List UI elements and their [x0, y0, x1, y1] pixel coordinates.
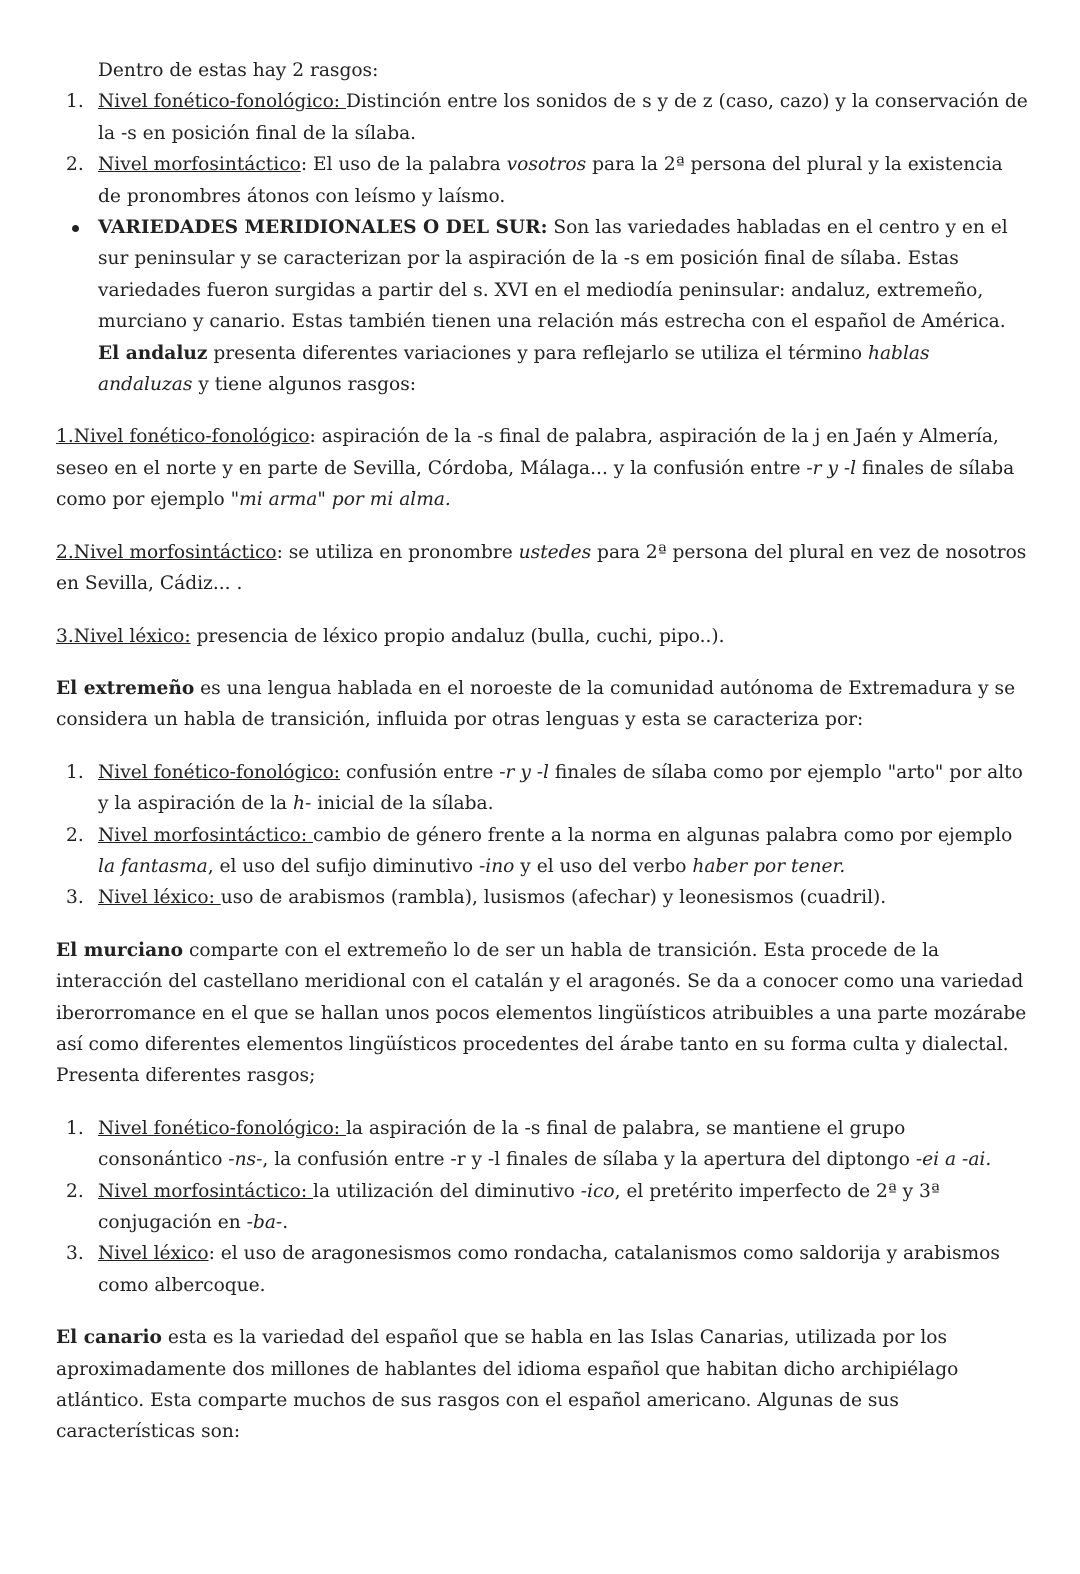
text-run: la aspiración de la -s final de palabra, se mantiene el grupo consonántico	[98, 1117, 906, 1171]
list-item	[56, 86, 1028, 149]
section-heading: Nivel morfosintáctico	[98, 154, 301, 176]
italic-term: -ico	[580, 1180, 615, 1202]
document-page	[56, 55, 1028, 1469]
text-run: confusión entre	[340, 761, 500, 783]
section-heading: Nivel morfosintáctico:	[98, 1180, 314, 1202]
text-run: finales de sílaba como por ejemplo "arto" por alto y la aspiración de la	[98, 761, 1023, 815]
paragraph	[56, 673, 1028, 736]
italic-term: haber por tener.	[692, 855, 846, 877]
paragraph	[56, 935, 1028, 1092]
bold-term: El canario	[56, 1327, 162, 1349]
list-marker: 1.	[66, 1117, 84, 1139]
list-item	[56, 820, 1028, 883]
italic-term: vosotros	[506, 154, 587, 176]
italic-term: -ba-	[246, 1212, 283, 1233]
list-item	[56, 149, 1028, 212]
paragraph	[56, 55, 1028, 86]
list-item	[56, 1238, 1028, 1301]
bold-term: El extremeño	[56, 677, 195, 699]
list-item	[56, 882, 1028, 913]
text-run: comparte con el extremeño lo de ser un habla de transición. Esta procede de la interacción del castellano meridional con el catalán y el aragonés. Se da a conocer como una variedad iberorromance en el que se hallan unos pocos elementos lingüísticos atribuibles a una parte mozárabe así como diferentes elementos lingüísticos procedentes del árabe tanto en su forma culta y dialectal. Presenta diferentes rasgos;	[56, 939, 1027, 1087]
list-marker: 2.	[66, 824, 84, 846]
section-heading: Nivel léxico:	[98, 887, 221, 909]
text-run: finales de sílaba como por ejemplo	[56, 457, 1015, 511]
section-heading: 3.Nivel léxico:	[56, 625, 191, 647]
text-run: presenta diferentes variaciones y para reflejarlo se utiliza el término	[207, 342, 868, 364]
italic-term: -ei a -ai.	[915, 1149, 992, 1171]
text-run: es una lengua hablada en el noroeste de la comunidad autónoma de Extremadura y se considera un habla de transición, influida por otras lenguas y esta se caracteriza por:	[56, 677, 1016, 731]
section-heading: Nivel fonético-fonológico:	[98, 91, 346, 113]
section-heading: 2.Nivel morfosintáctico	[56, 541, 277, 563]
text-run: Son las variedades habladas en el centro y en el sur peninsular y se caracterizan por la aspiración de la -s em posición final de sílaba. Estas variedades fueron surgidas a partir del s. XVI en el mediodía peninsular: andaluz, extremeño, murciano y canario. Estas también tienen una relación más estrecha con el español de América.	[98, 217, 1008, 333]
list-marker: 1.	[66, 761, 84, 783]
paragraph	[56, 621, 1028, 652]
section-heading: Nivel léxico	[98, 1243, 209, 1265]
section-heading: Nivel morfosintáctico:	[98, 824, 314, 846]
text-run: inicial de la sílaba.	[311, 793, 494, 815]
text-run: Distinción entre los sonidos de s y de z (caso, cazo) y la conservación de la -s en posición final de la sílaba.	[98, 91, 1028, 144]
bullet-icon	[72, 225, 79, 232]
text-run: : el uso de aragonesismos como rondacha, catalanismos como saldorija y arabismos como albercoque.	[98, 1243, 1000, 1296]
section-heading: Nivel fonético-fonológico:	[98, 761, 341, 783]
section-heading: Nivel fonético-fonológico:	[98, 1117, 346, 1139]
italic-term: -r y -l	[499, 761, 549, 783]
text-run: Dentro de estas hay 2 rasgos:	[98, 60, 379, 81]
text-run: , la confusión entre -r y -l finales de sílaba y la apertura del diptongo	[262, 1149, 916, 1171]
text-run: presencia de léxico propio andaluz (bulla, cuchi, pipo..).	[190, 625, 725, 647]
bold-term: El andaluz	[98, 342, 208, 364]
paragraph	[56, 1322, 1028, 1448]
text-run: , el uso del sufijo diminutivo	[207, 855, 479, 877]
text-run: : El uso de la palabra	[300, 154, 507, 176]
list-item	[56, 212, 1028, 400]
text-run: para 2ª persona del plural en vez de nosotros en Sevilla, Cádiz... .	[56, 541, 1027, 595]
list-item	[56, 1176, 1028, 1239]
italic-term: -r y -l	[806, 457, 857, 479]
italic-term: h-	[293, 793, 312, 815]
list-marker: 3.	[66, 1243, 84, 1265]
text-run: cambio de género frente a la norma en algunas palabra como por ejemplo	[313, 824, 1013, 846]
paragraph	[56, 421, 1028, 515]
italic-term: -ns-	[228, 1149, 263, 1171]
section-heading: 1.Nivel fonético-fonológico	[56, 426, 310, 448]
list-marker: 1.	[66, 91, 84, 113]
italic-term: -ino	[478, 855, 515, 877]
text-run: uso de arabismos (rambla), lusismos (afechar) y leonesismos (cuadril).	[220, 887, 887, 909]
list-item	[56, 1113, 1028, 1176]
list-marker: 2.	[66, 154, 84, 176]
text-run: la utilización del diminutivo	[313, 1180, 581, 1202]
text-run: : se utiliza en pronombre	[276, 541, 519, 563]
text-run: y tiene algunos rasgos:	[192, 374, 416, 396]
text-run: y el uso del verbo	[514, 855, 693, 877]
italic-term: ustedes	[518, 541, 592, 563]
text-run: para la 2ª persona del plural y la existencia de pronombres átonos con leísmo y laísmo.	[98, 154, 1003, 207]
bold-term: El murciano	[56, 939, 184, 961]
list-marker: 3.	[66, 887, 84, 909]
list-item	[56, 757, 1028, 820]
italic-term: la fantasma	[98, 855, 208, 877]
paragraph	[56, 537, 1028, 600]
italic-term: hablas andaluzas	[98, 342, 930, 396]
bold-term: VARIEDADES MERIDIONALES O DEL SUR:	[98, 217, 548, 239]
text-run: esta es la variedad del español que se habla en las Islas Canarias, utilizada por los aproximadamente dos millones de hablantes del idioma español que habitan dicho archipiélago atlántico. Esta comparte muchos de sus rasgos con el español americano. Algunas de sus características son:	[56, 1327, 959, 1443]
text-run: , el pretérito imperfecto de 2ª y 3ª conjugación en	[98, 1180, 940, 1233]
text-run: .	[282, 1212, 289, 1233]
text-run: : aspiración de la -s final de palabra, aspiración de la j en Jaén y Almería, seseo en el norte y en parte de Sevilla, Córdoba, Málaga... y la confusión entre	[56, 426, 999, 479]
list-marker: 2.	[66, 1180, 84, 1202]
italic-term: "mi arma" por mi alma.	[230, 489, 451, 511]
